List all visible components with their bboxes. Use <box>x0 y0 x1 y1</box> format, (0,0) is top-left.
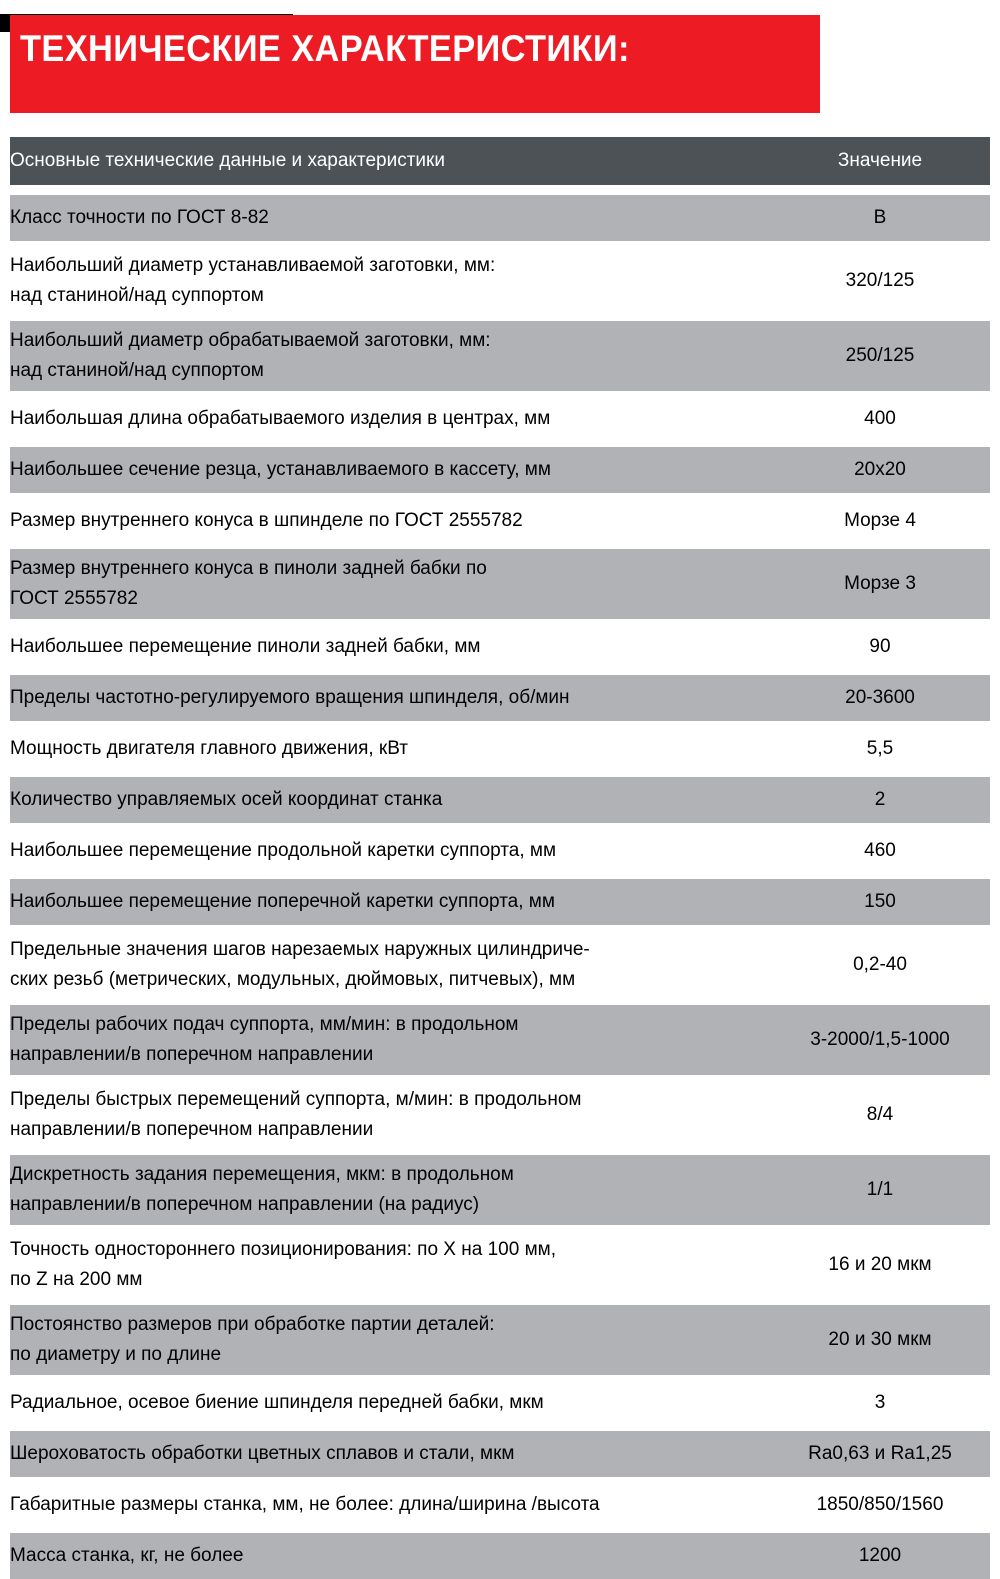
table-row <box>10 244 990 319</box>
row-parameter-line: Класс точности по ГОСТ 8-82 <box>10 203 770 233</box>
table-row <box>10 877 990 928</box>
row-parameter-line: Наибольшая длина обрабатываемого изделия в центрах, мм <box>10 404 770 434</box>
row-value-cell: 20-3600 <box>770 673 990 724</box>
row-value-cell: 8/4 <box>770 1078 990 1153</box>
row-parameter-line: Предельные значения шагов нарезаемых наружных цилиндриче- <box>10 935 770 965</box>
table-row <box>10 1378 990 1429</box>
table-row <box>10 1078 990 1153</box>
row-parameter-line: Радиальное, осевое биение шпинделя передней бабки, мкм <box>10 1388 770 1418</box>
row-parameter-cell <box>10 673 770 724</box>
table-row <box>10 1303 990 1378</box>
table-row <box>10 1429 990 1480</box>
row-parameter-line: Наибольший диаметр обрабатываемой заготовки, мм: <box>10 326 770 356</box>
row-parameter-line: Наибольшее перемещение поперечной каретки суппорта, мм <box>10 887 770 917</box>
row-parameter-cell <box>10 394 770 445</box>
row-parameter-cell <box>10 928 770 1003</box>
row-value-cell: 1200 <box>770 1531 990 1579</box>
table-row <box>10 724 990 775</box>
header-banner <box>0 0 1000 128</box>
row-parameter-line: Наибольшее перемещение продольной каретки суппорта, мм <box>10 836 770 866</box>
table-row <box>10 319 990 394</box>
table-row <box>10 394 990 445</box>
row-parameter-cell <box>10 724 770 775</box>
row-parameter-line: ских резьб (метрических, модульных, дюймовых, питчевых), мм <box>10 965 770 995</box>
row-parameter-line: Размер внутреннего конуса в пиноли задней бабки по <box>10 554 770 584</box>
row-value-cell: 20 и 30 мкм <box>770 1303 990 1378</box>
table-row <box>10 1228 990 1303</box>
row-value-cell: 1850/850/1560 <box>770 1480 990 1531</box>
row-parameter-line: по Z на 200 мм <box>10 1265 770 1295</box>
row-parameter-cell <box>10 877 770 928</box>
row-parameter-line: по диаметру и по длине <box>10 1340 770 1370</box>
row-parameter-line: направлении/в поперечном направлении (на радиус) <box>10 1190 770 1220</box>
row-parameter-line: Масса станка, кг, не более <box>10 1541 770 1571</box>
row-value-cell: 150 <box>770 877 990 928</box>
specifications-table <box>10 137 990 1579</box>
page-title: ТЕХНИЧЕСКИЕ ХАРАКТЕРИСТИКИ: <box>20 29 630 69</box>
row-parameter-line: над станиной/над суппортом <box>10 356 770 386</box>
row-parameter-line: над станиной/над суппортом <box>10 281 770 311</box>
row-parameter-cell <box>10 1480 770 1531</box>
row-parameter-cell <box>10 319 770 394</box>
row-parameter-line: Мощность двигателя главного движения, кВт <box>10 734 770 764</box>
row-parameter-cell <box>10 775 770 826</box>
row-parameter-line: Пределы быстрых перемещений суппорта, м/мин: в продольном <box>10 1085 770 1115</box>
row-parameter-cell <box>10 826 770 877</box>
column-header-parameter: Основные технические данные и характеристики <box>10 137 770 190</box>
row-parameter-cell <box>10 244 770 319</box>
table-header <box>10 137 990 190</box>
table-row <box>10 1531 990 1579</box>
row-value-cell: 2 <box>770 775 990 826</box>
row-parameter-line: Габаритные размеры станка, мм, не более: длина/ширина /высота <box>10 1490 770 1520</box>
row-parameter-line: Размер внутреннего конуса в шпинделе по ГОСТ 2555782 <box>10 506 770 536</box>
column-header-value: Значение <box>770 137 990 190</box>
table-row <box>10 496 990 547</box>
row-parameter-line: направлении/в поперечном направлении <box>10 1040 770 1070</box>
row-parameter-cell <box>10 1378 770 1429</box>
row-value-cell: Ra0,63 и Ra1,25 <box>770 1429 990 1480</box>
row-value-cell: 90 <box>770 622 990 673</box>
table-row <box>10 547 990 622</box>
row-parameter-line: Дискретность задания перемещения, мкм: в продольном <box>10 1160 770 1190</box>
table-header-row <box>10 137 990 190</box>
row-parameter-cell <box>10 1003 770 1078</box>
row-parameter-line: направлении/в поперечном направлении <box>10 1115 770 1145</box>
row-parameter-line: Постоянство размеров при обработке партии деталей: <box>10 1310 770 1340</box>
row-parameter-cell <box>10 445 770 496</box>
table-row <box>10 190 990 244</box>
row-parameter-line: Количество управляемых осей координат станка <box>10 785 770 815</box>
row-parameter-line: Пределы рабочих подач суппорта, мм/мин: в продольном <box>10 1010 770 1040</box>
row-parameter-cell <box>10 1078 770 1153</box>
row-parameter-line: Пределы частотно-регулируемого вращения шпинделя, об/мин <box>10 683 770 713</box>
table-body <box>10 190 990 1579</box>
table-row <box>10 1003 990 1078</box>
row-parameter-cell <box>10 1303 770 1378</box>
row-value-cell: 3 <box>770 1378 990 1429</box>
row-value-cell: 16 и 20 мкм <box>770 1228 990 1303</box>
table-row <box>10 1480 990 1531</box>
table-row <box>10 673 990 724</box>
row-value-cell: 0,2-40 <box>770 928 990 1003</box>
row-parameter-cell <box>10 547 770 622</box>
row-parameter-line: Наибольший диаметр устанавливаемой заготовки, мм: <box>10 251 770 281</box>
table-row <box>10 775 990 826</box>
row-value-cell: 1/1 <box>770 1153 990 1228</box>
row-value-cell: Морзе 3 <box>770 547 990 622</box>
row-parameter-line: ГОСТ 2555782 <box>10 584 770 614</box>
row-parameter-line: Точность одностороннего позиционирования: по X на 100 мм, <box>10 1235 770 1265</box>
row-parameter-cell <box>10 1429 770 1480</box>
row-value-cell: 5,5 <box>770 724 990 775</box>
table-row <box>10 928 990 1003</box>
table-row <box>10 826 990 877</box>
row-parameter-line: Наибольшее перемещение пиноли задней бабки, мм <box>10 632 770 662</box>
row-parameter-cell <box>10 190 770 244</box>
row-value-cell: 400 <box>770 394 990 445</box>
row-value-cell: Морзе 4 <box>770 496 990 547</box>
table-row <box>10 445 990 496</box>
row-parameter-cell <box>10 1228 770 1303</box>
row-parameter-cell <box>10 622 770 673</box>
table-row <box>10 1153 990 1228</box>
row-value-cell: 20х20 <box>770 445 990 496</box>
row-value-cell: 3-2000/1,5-1000 <box>770 1003 990 1078</box>
row-value-cell: 460 <box>770 826 990 877</box>
row-value-cell: 250/125 <box>770 319 990 394</box>
row-value-cell: В <box>770 190 990 244</box>
table-row <box>10 622 990 673</box>
row-parameter-cell <box>10 1153 770 1228</box>
row-parameter-line: Шероховатость обработки цветных сплавов и стали, мкм <box>10 1439 770 1469</box>
row-parameter-line: Наибольшее сечение резца, устанавливаемого в кассету, мм <box>10 455 770 485</box>
row-value-cell: 320/125 <box>770 244 990 319</box>
row-parameter-cell <box>10 1531 770 1579</box>
row-parameter-cell <box>10 496 770 547</box>
